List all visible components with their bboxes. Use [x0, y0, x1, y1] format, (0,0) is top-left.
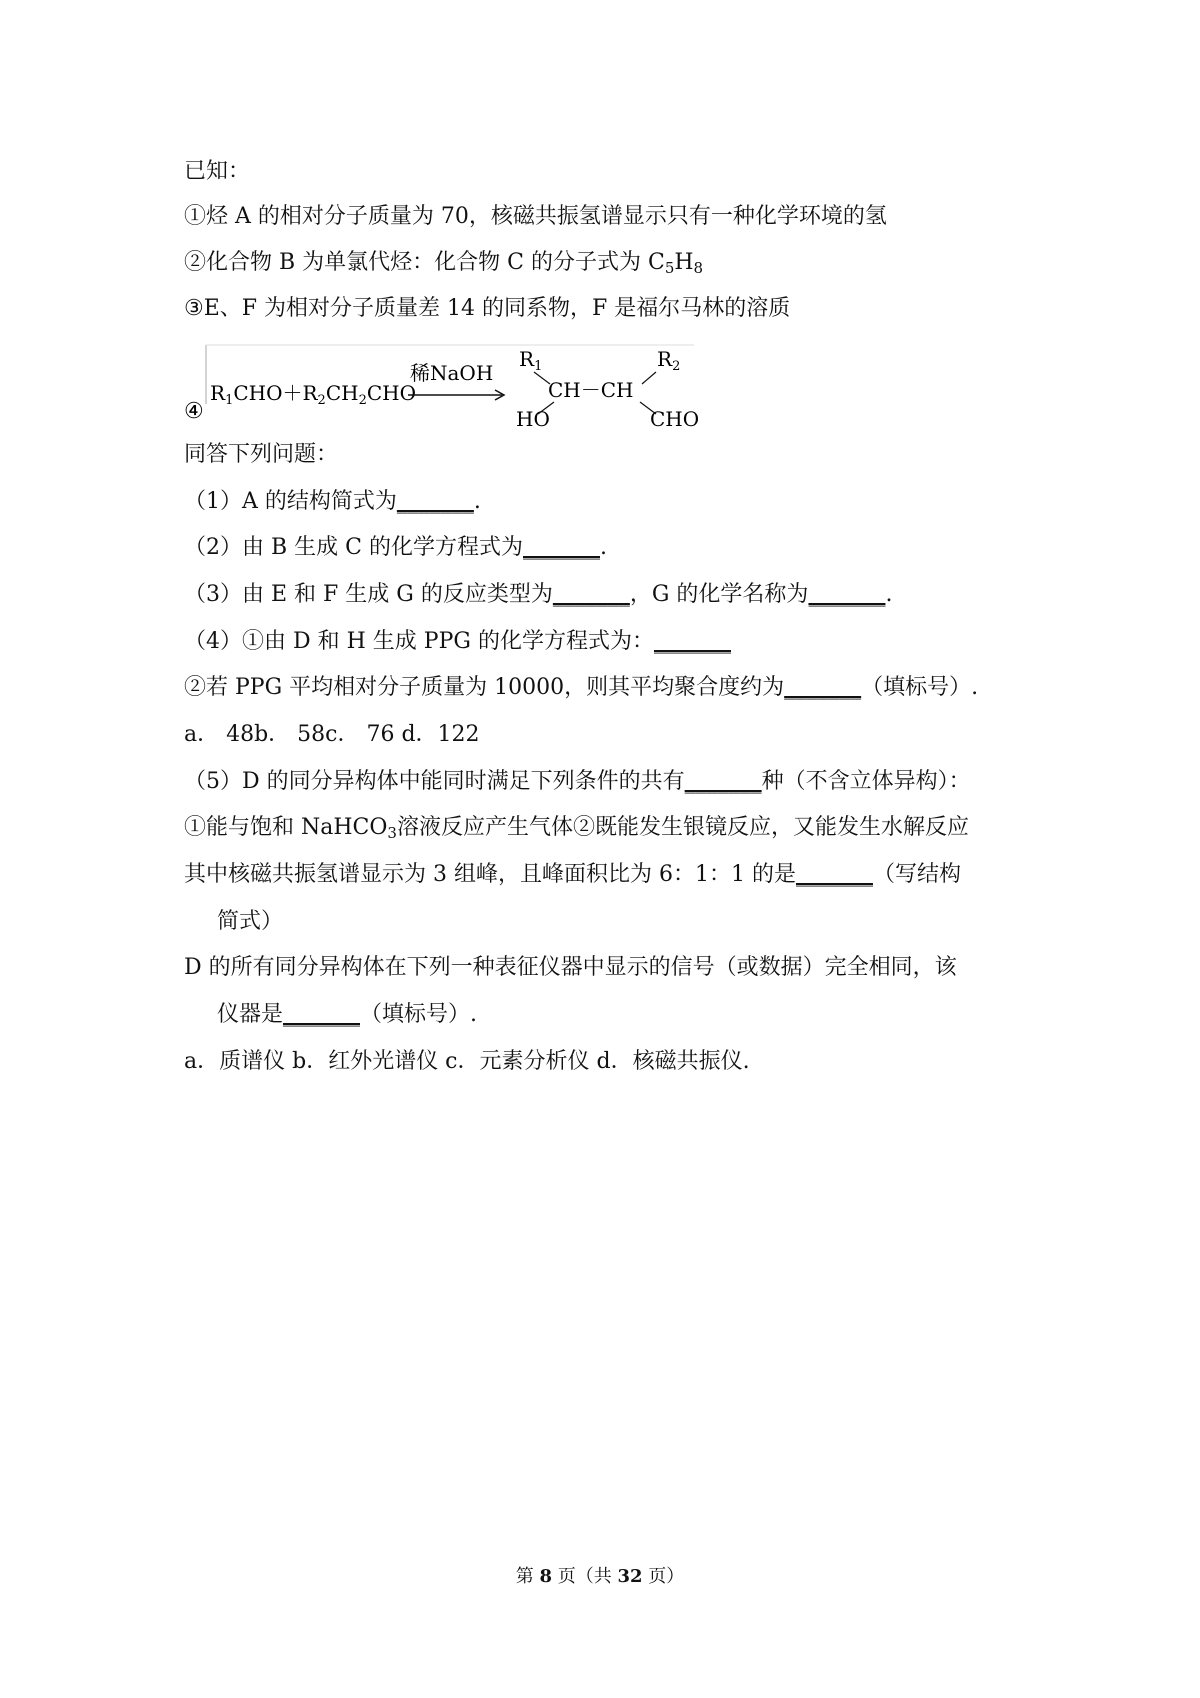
prompt: 同答下列问题： [184, 442, 339, 467]
question-5-conditions: ①能与饱和 NaHCO$_3$溶液反应产生气体②既能发生银镜反应，又能发生水解反应 [184, 815, 969, 842]
page-total: 32 [617, 1566, 643, 1587]
question-5-nmr: 其中核磁共振氢谱显示为 3 组峰，且峰面积比为 6：1：1 的是_______（写结构 [184, 862, 961, 887]
answer-blank[interactable]: _______ [653, 629, 731, 654]
product-r1: $R_1$ [519, 347, 543, 374]
condition-2 [184, 248, 703, 278]
answer-blank[interactable]: _______ [684, 769, 762, 794]
question-3: （3）由 E 和 F 生成 G 的反应类型为_______，G 的化学名称为_______. [184, 582, 893, 607]
page-number: 8 [539, 1566, 552, 1587]
reaction-marker: ④ [184, 399, 204, 424]
answer-blank[interactable]: _______ [795, 862, 873, 887]
question-5-options: a．质谱仪 b．红外光谱仪 c．元素分析仪 d．核磁共振仪. [184, 1049, 750, 1074]
formula-sub: 5 [664, 259, 675, 277]
answer-blank[interactable]: _______ [784, 675, 862, 700]
formula-h: H [674, 250, 694, 275]
product-r2: $R_2$ [657, 347, 681, 374]
question-4-options: a． 48b． 58c． 76 d．122 [184, 722, 480, 747]
question-5: （5）D 的同分异构体中能同时满足下列条件的共有_______种（不含立体异构）： [184, 769, 971, 794]
question-4b: ②若 PPG 平均相对分子质量为 10000，则其平均聚合度约为_______（填标号）. [184, 675, 979, 700]
answer-blank[interactable]: _______ [396, 489, 474, 514]
answer-blank[interactable]: _______ [522, 535, 600, 560]
reaction-condition: 稀NaOH [410, 361, 494, 385]
answer-blank[interactable]: _______ [808, 582, 886, 607]
reactants: $R_1CHO+R_2CH_2CHO$ [210, 381, 416, 408]
answer-blank[interactable]: _______ [283, 1002, 361, 1027]
page-footer: 第 8 页（共 32 页） [515, 1566, 685, 1587]
question-5-instrument: D 的所有同分异构体在下列一种表征仪器中显示的信号（或数据）完全相同，该 [184, 955, 957, 980]
product-chain: CH－CH [548, 378, 634, 402]
condition-2-text: ②化合物 B 为单氯代烃：化合物 C 的分子式为 C [184, 250, 665, 275]
condition-3: ③E、F 为相对分子质量差 14 的同系物，F 是福尔马林的溶质 [184, 296, 791, 321]
known-title: 已知： [184, 159, 251, 184]
product-cho: CHO [650, 407, 700, 430]
answer-blank[interactable]: _______ [552, 582, 630, 607]
question-5-nmr-cont: 简式） [217, 909, 284, 934]
question-1: （1）A 的结构简式为_______. [184, 489, 481, 514]
condition-1: ①烃 A 的相对分子质量为 70，核磁共振氢谱显示只有一种化学环境的氢 [184, 204, 887, 229]
reaction-scheme [184, 340, 704, 430]
formula-sub: 8 [693, 259, 704, 277]
question-5-instrument-cont: 仪器是_______（填标号）. [217, 1002, 478, 1027]
question-4a: （4）①由 D 和 H 生成 PPG 的化学方程式为：_______ [184, 629, 731, 654]
question-2: （2）由 B 生成 C 的化学方程式为_______. [184, 535, 607, 560]
product-ho: HO [516, 407, 550, 430]
